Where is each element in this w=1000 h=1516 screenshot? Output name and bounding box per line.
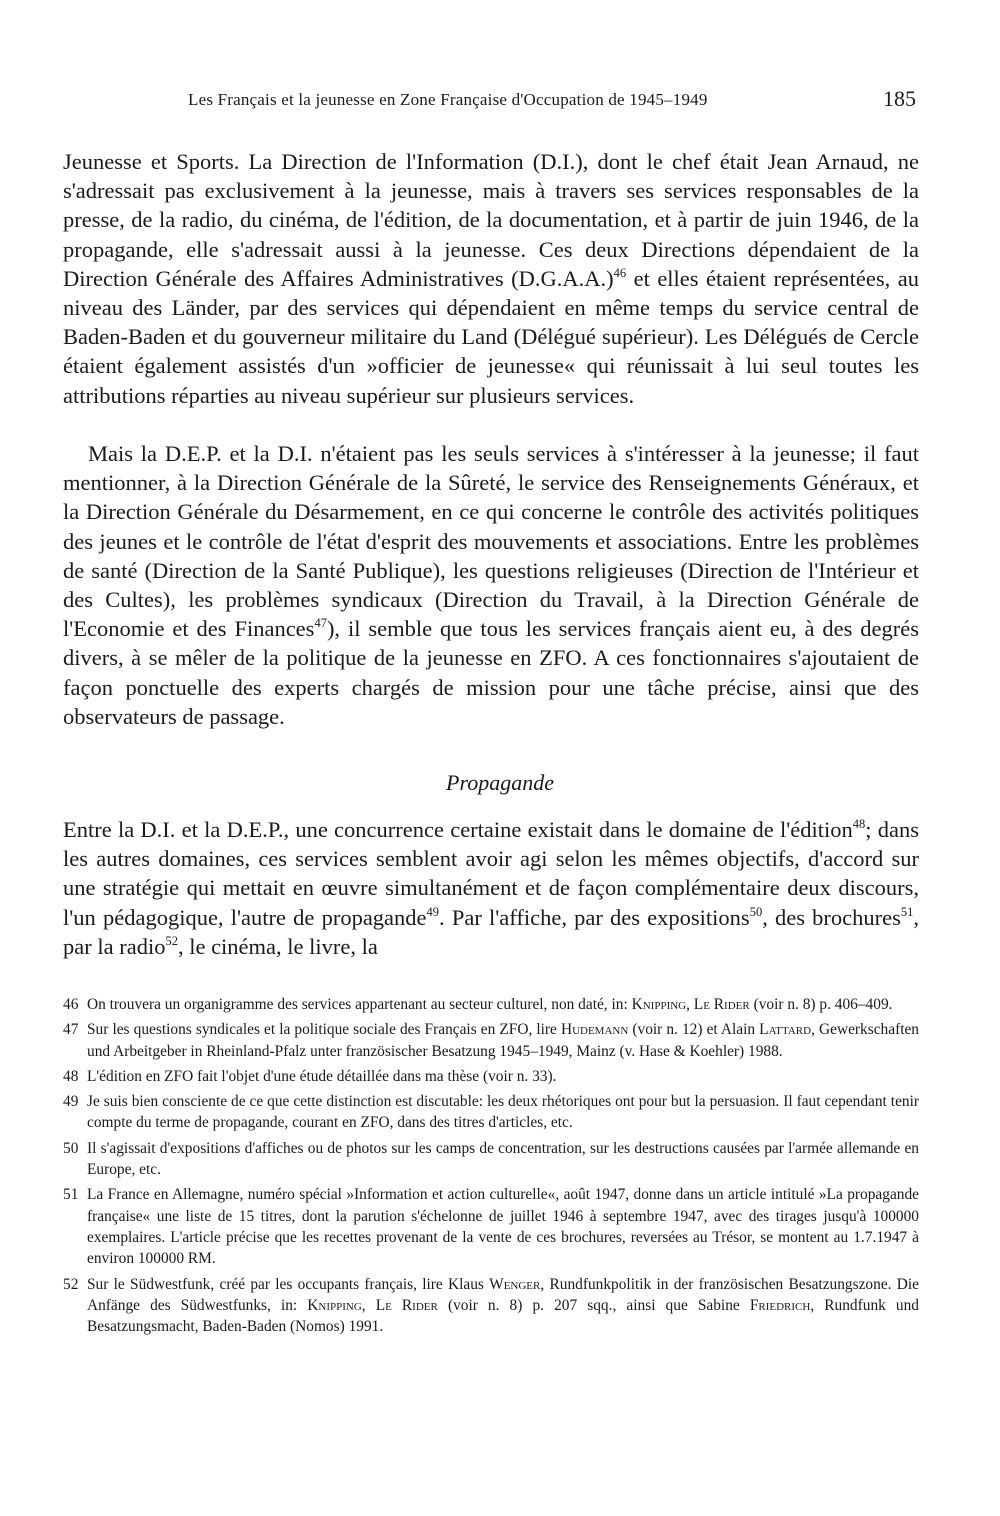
footnote-48: 48 L'édition en ZFO fait l'objet d'une étude détaillée dans ma thèse (voir n. 33). (63, 1067, 557, 1085)
paragraph-1: Jeunesse et Sports. La Direction de l'Information (D.I.), dont le chef était Jean Arnaud, ne s'adressait pas exclusivement à la jeunesse, mais à travers ses services responsables de la presse, de la radio, du cinéma, de l'édition, de la documentation, et à partir de juin 1946, de la propagande, elle s'adressait aussi à la jeunesse. Ces deux Directions dépendaient de la Direction Générale des Affaires Administratives (D.G.A.A.)$^{46}$ et elles étaient représentées, au niveau des Länder, par des services qui dépendaient en même temps du service central de Baden-Baden et du gouverneur militaire du Land (Délégué supérieur). Les Délégués de Cercle étaient également assistés d'un »officier de jeunesse« qui réunissait à lui seul toutes les attributions réparties au niveau supérieur sur plusieurs services. (63, 149, 919, 408)
footnotes (63, 994, 919, 1341)
paragraph-3: Entre la D.I. et la D.E.P., une concurrence certaine existait dans le domaine de l'édition$^{48}$; dans les autres domaines, ces services semblent avoir agi selon les mêmes objectifs, d'accord sur une stratégie qui mettait en œuvre simultanément et de façon complémentaire deux discours, l'un pédagogique, l'autre de propagande$^{49}$. Par l'affiche, par des expositions$^{50}$, des brochures$^{51}$, par la radio$^{52}$, le cinéma, le livre, la (63, 817, 919, 959)
footnote-49: 49 Je suis bien consciente de ce que cette distinction est discutable: les deux rhétoriques ont pour but la persuasion. Il faut cependant tenir compte du terme de propagande, courant en ZFO, dans des titres d'articles, etc. (63, 1093, 919, 1132)
page-number: 185 (883, 86, 916, 111)
footnote-52: 52 Sur le Südwestfunk, créé par les occupants français, lire Klaus Wenger, Rundfunkpolitik in der französischen Besatzungszone. Die Anfänge des Südwestfunks, in: Knipping, Le Rider (voir n. 8) p. 207 sqq., ainsi que Sabine Friedrich, Rundfunk und Besatzungsmacht, Baden-Baden (Nomos) 1991. (63, 1275, 919, 1336)
footnote-ref-52: 52 (165, 933, 178, 948)
section-heading: Propagande (446, 770, 554, 795)
footnote-ref-48: 48 (852, 817, 866, 831)
footnote-ref-50: 50 (749, 904, 763, 919)
footnote-ref-49: 49 (426, 904, 440, 919)
footnote-ref-46: 46 (613, 265, 627, 280)
footnote-51: 51 La France en Allemagne, numéro spécial »Information et action culturelle«, août 1947, donne dans un article intitulé »La propagande française« une liste de 15 titres, dont la parution s'échelonne de juillet 1946 à septembre 1947, avec des tirages jusqu'à 100000 exemplaires. L'article précise que les recettes provenant de la vente de ces brochures, reversées au Trésor, se montent au 1.7.1947 à environ 100000 RM. (63, 1186, 919, 1268)
footnote-ref-51: 51 (900, 904, 914, 919)
paragraph-2: Mais la D.E.P. et la D.I. n'étaient pas les seuls services à s'intéresser à la jeunesse; il faut mentionner, à la Direction Générale de la Sûreté, le service des Renseignements Généraux, et la Direction Générale du Désarmement, en ce qui concerne le contrôle des activités politiques des jeunes et le contrôle de l'état d'esprit des mouvements et associations. Entre les problèmes de santé (Direction de la Santé Publique), les questions religieuses (Direction de l'Intérieur et des Cultes), les problèmes syndicaux (Direction du Travail, à la Direction Générale de l'Economie et des Finances$^{47}$), il semble que tous les services français aient eu, à des degrés divers, à se mêler de la politique de la jeunesse en ZFO. A ces fonctionnaires s'ajoutaient de façon ponctuelle des experts chargés de mission pour une tâche précise, ainsi que des observateurs de passage. (63, 441, 919, 729)
footnote-50: 50 Il s'agissait d'expositions d'affiches ou de photos sur les camps de concentration, sur les destructions causées par l'armée allemande en Europe, etc. (63, 1139, 919, 1179)
footnote-46: 46 On trouvera un organigramme des services appartenant au secteur culturel, non daté, in: Knipping, Le Rider (voir n. 8) p. 406–409. (63, 996, 893, 1013)
footnote-ref-47: 47 (314, 616, 327, 631)
footnote-47: 47 Sur les questions syndicales et la politique sociale des Français en ZFO, lire Hudemann (voir n. 12) et Alain Lattard, Gewerkschaften und Arbeitgeber in Rheinland-Pfalz unter französischer Besatzung 1945–1949, Mainz (v. Hase & Koehler) 1988. (63, 1021, 920, 1060)
running-head: Les Français et la jeunesse en Zone Française d'Occupation de 1945–1949 (188, 90, 708, 109)
